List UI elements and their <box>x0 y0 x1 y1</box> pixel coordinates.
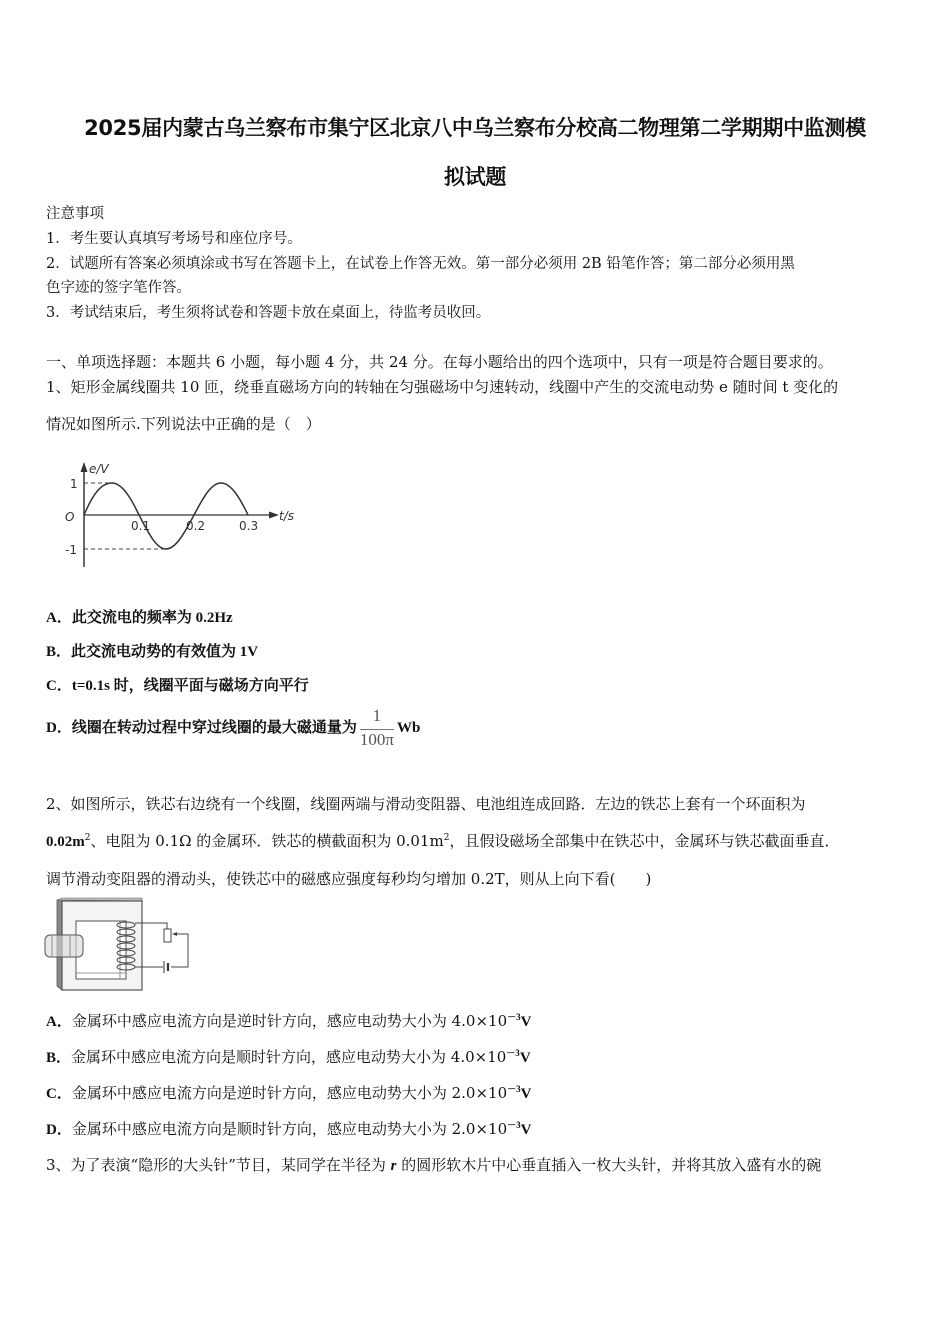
question-stem: 1、矩形金属线圈共 10 匝，绕垂直磁场方向的转轴在匀强磁场中匀速转动，线圈中产生的交流电动势 e 随时间 t 变化的 <box>46 378 839 396</box>
metal-ring <box>45 935 83 957</box>
option-b[interactable] <box>46 640 258 661</box>
fraction <box>360 706 394 750</box>
x-tick-label: 0.1 <box>131 519 151 533</box>
x-axis-arrow-icon <box>269 512 279 519</box>
sliding-rheostat <box>164 929 171 942</box>
option-letter: D． <box>46 720 72 736</box>
question-stem: 2、如图所示，铁芯右边绕有一个线圈，线圈两端与滑动变阻器、电池组连成回路．左边的铁芯上套有一个环面积为 <box>46 795 806 813</box>
y-tick-label: -1 <box>65 543 77 557</box>
y-tick-label: 1 <box>70 477 78 491</box>
fraction-numerator: 1 <box>360 706 394 730</box>
variable-r: r <box>390 1158 397 1174</box>
page-title-continued: 拟试题 <box>443 165 507 189</box>
option-letter: C． <box>46 678 72 694</box>
option-text: 此交流电动势的有效值为 1V <box>71 644 259 660</box>
notice-item: 色字迹的签字笔作答。 <box>46 280 191 296</box>
origin-label: O <box>65 510 75 524</box>
circuit-wires <box>135 923 188 967</box>
option-c[interactable]: C．金属环中感应电流方向是逆时针方向，感应电动势大小为 $2.0\times 10^{-3}V$ <box>46 1084 532 1102</box>
emf-curve <box>84 483 248 549</box>
x-axis-label: t/s <box>279 509 294 523</box>
emf-time-chart <box>55 455 305 570</box>
y-axis-label: e/V <box>89 462 109 476</box>
notice-item: 2．试题所有答案必须填涂或书写在答题卡上，在试卷上作答无效。第一部分必须用 2B 铅笔作答；第二部分必须用黑 <box>46 256 795 272</box>
iron-core-coil-diagram <box>42 897 192 992</box>
option-letter: B． <box>46 644 72 660</box>
option-unit: Wb <box>396 720 421 736</box>
notice-item: 1．考生要认真填写考场号和座位序号。 <box>46 231 302 247</box>
option-letter: A． <box>46 610 72 626</box>
notice-heading: 注意事项 <box>46 206 104 222</box>
option-text: t=0.1s 时，线圈平面与磁场方向平行 <box>71 678 309 694</box>
option-a[interactable] <box>46 606 233 627</box>
fraction-denominator: 100π <box>359 730 394 749</box>
option-text: 线圈在转动过程中穿过线圈的最大磁通量为 <box>71 720 357 736</box>
option-d[interactable]: D．金属环中感应电流方向是顺时针方向，感应电动势大小为 $2.0\times 10^{-3}V$ <box>46 1120 532 1138</box>
x-tick-label: 0.3 <box>239 519 259 533</box>
x-tick-label: 0.2 <box>186 519 206 533</box>
question-stem: $0.02m^2$、电阻为 0.1Ω 的金属环．铁芯的横截面积为 $0.01m^2$，且假设磁场全部集中在铁芯中，金属环与铁芯截面垂直． <box>46 832 840 850</box>
question-stem: 情况如图所示.下列说法中正确的是（ ） <box>46 415 321 433</box>
option-b[interactable]: B．金属环中感应电流方向是顺时针方向，感应电动势大小为 $4.0\times 10^{-3}V$ <box>46 1048 531 1066</box>
notice-item: 3．考试结束后，考生须将试卷和答题卡放在桌面上，待监考员收回。 <box>46 305 491 321</box>
section-heading: 一、单项选择题：本题共 6 小题，每小题 4 分，共 24 分。在每小题给出的四个选项中，只有一项是符合题目要求的。 <box>46 353 833 371</box>
option-a[interactable]: A．金属环中感应电流方向是逆时针方向，感应电动势大小为 $4.0\times 10^{-3}V$ <box>46 1012 532 1030</box>
y-axis-arrow-icon <box>81 462 88 472</box>
option-d[interactable] <box>46 706 420 750</box>
question-3-stem: 3、为了表演“隐形的大头针”节目，某同学在半径为 r 的圆形软木片中心垂直插入一枚大头针，并将其放入盛有水的碗 <box>46 1156 822 1174</box>
option-c[interactable] <box>46 674 309 695</box>
page-title: 2025届内蒙古乌兰察布市集宁区北京八中乌兰察布分校高二物理第二学期期中监测模 <box>84 116 866 140</box>
question-stem: 调节滑动变阻器的滑动头，使铁芯中的磁感应强度每秒均匀增加 0.2T，则从上向下看( ) <box>46 870 652 888</box>
option-text: 此交流电的频率为 0.2Hz <box>71 610 233 626</box>
